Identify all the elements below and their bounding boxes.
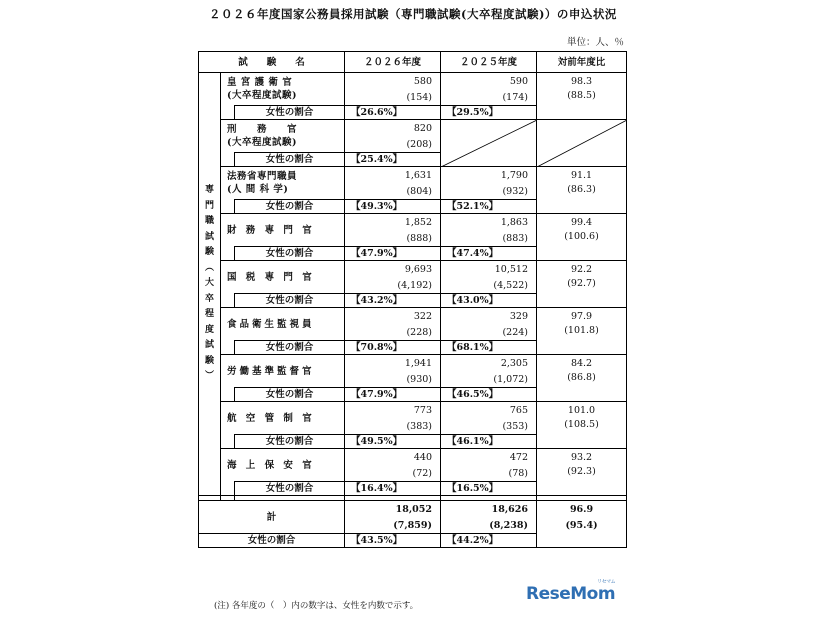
indent-spacer	[221, 247, 235, 261]
exam-name-line: 食品衛生監視員	[227, 318, 315, 330]
total-2026: 1,631	[345, 167, 441, 184]
exam-name	[221, 402, 345, 435]
total-label: 計	[199, 501, 345, 534]
logo-text: ReseMom	[526, 584, 616, 604]
total-2025: 472	[441, 449, 537, 466]
exam-name-line: (人 間 科 学)	[227, 184, 289, 195]
side-label	[199, 73, 221, 496]
ratio-female: (100.6)	[537, 230, 627, 261]
female-label: 女性の割合	[235, 388, 345, 402]
indent-spacer	[221, 294, 235, 308]
total-2026: 440	[345, 449, 441, 466]
ratio-total: 84.2	[537, 355, 627, 372]
total-2026: 9,693	[345, 261, 441, 278]
female-label: 女性の割合	[235, 294, 345, 308]
pct-2026: 【43.2%】	[345, 294, 441, 308]
total-2026: 773	[345, 402, 441, 419]
indent-spacer	[221, 482, 235, 496]
female-2025: (8,238)	[441, 517, 537, 534]
pct-2025: 【68.1%】	[441, 341, 537, 355]
total-2025: 329	[441, 308, 537, 325]
unit-label: 単位：人、％	[566, 37, 624, 48]
pct-2026: 【49.5%】	[345, 435, 441, 449]
ratio-total: 97.9	[537, 308, 627, 325]
side-char: 門	[204, 200, 214, 211]
exam-row	[199, 449, 627, 466]
page-title: ２０２６年度国家公務員採用試験（専門職試験(大卒程度試験)）の申込状況	[209, 7, 617, 21]
total-2025: 1,863	[441, 214, 537, 231]
exam-name-line: 航 空 管 制 官	[227, 412, 315, 424]
ratio-total: 92.2	[537, 261, 627, 278]
side-char: 大	[204, 278, 214, 289]
female-2025: (224)	[441, 324, 537, 341]
total-2026: 18,052	[345, 501, 441, 518]
side-char: ︶	[204, 371, 214, 382]
female-2026: (4,192)	[345, 277, 441, 294]
indent-spacer	[221, 388, 235, 402]
pct-2025: 【44.2%】	[441, 534, 537, 548]
ratio-female: (95.4)	[537, 517, 627, 534]
header-2026: ２０２６年度	[345, 52, 441, 73]
total-2026: 1,941	[345, 355, 441, 372]
pct-2026: 【70.8%】	[345, 341, 441, 355]
side-char: 職	[204, 216, 214, 227]
indent-spacer	[221, 200, 235, 214]
female-2026: (154)	[345, 89, 441, 106]
total-2026: 820	[345, 120, 441, 137]
total-pct-empty	[537, 534, 627, 548]
total-2025: 10,512	[441, 261, 537, 278]
total-2025: 2,305	[441, 355, 537, 372]
total-2025: 590	[441, 73, 537, 90]
header-ratio: 対前年度比	[537, 52, 627, 73]
pct-2026: 【16.4%】	[345, 482, 441, 496]
pct-2025: 【46.5%】	[441, 388, 537, 402]
header-2025: ２０２５年度	[441, 52, 537, 73]
pct-2025: 【47.4%】	[441, 247, 537, 261]
exam-name-line: (大卒程度試験)	[227, 137, 297, 148]
female-2026: (888)	[345, 230, 441, 247]
application-table	[198, 51, 627, 548]
exam-row	[199, 214, 627, 231]
ratio-female: (86.3)	[537, 183, 627, 214]
ratio-female: (86.8)	[537, 371, 627, 402]
exam-row	[199, 261, 627, 278]
female-2026: (208)	[345, 136, 441, 153]
indent-spacer	[221, 153, 235, 167]
footnote: (注) 各年度の（ ）内の数字は、女性を内数で示す。	[214, 601, 419, 611]
female-2025: (174)	[441, 89, 537, 106]
female-label: 女性の割合	[235, 153, 345, 167]
ratio-total: 96.9	[537, 501, 627, 518]
ratio-female: (108.5)	[537, 418, 627, 449]
exam-row	[199, 73, 627, 90]
side-char: 専	[204, 185, 214, 196]
ratio-total: 93.2	[537, 449, 627, 466]
pct-2026: 【25.4%】	[345, 153, 441, 167]
female-label: 女性の割合	[235, 247, 345, 261]
pct-2026: 【49.3%】	[345, 200, 441, 214]
exam-name	[221, 261, 345, 294]
ratio-total: 98.3	[537, 73, 627, 90]
female-2026: (228)	[345, 324, 441, 341]
pct-2026: 【43.5%】	[345, 534, 441, 548]
side-char: ︵	[204, 262, 214, 273]
ratio-total: 101.0	[537, 402, 627, 419]
side-char: 程	[204, 309, 214, 320]
ratio-female: (88.5)	[537, 89, 627, 120]
female-label: 女性の割合	[235, 106, 345, 120]
total-2026: 322	[345, 308, 441, 325]
ratio-female: (92.7)	[537, 277, 627, 308]
side-char: 験	[204, 355, 214, 366]
pct-2026: 【47.9%】	[345, 247, 441, 261]
ratio-total: 99.4	[537, 214, 627, 231]
side-char: 卒	[204, 293, 214, 304]
exam-row	[199, 120, 627, 137]
female-2025: (932)	[441, 183, 537, 200]
female-2026: (383)	[345, 418, 441, 435]
pct-2026: 【47.9%】	[345, 388, 441, 402]
side-char: 験	[204, 247, 214, 258]
ratio-female: (101.8)	[537, 324, 627, 355]
female-2025: (4,522)	[441, 277, 537, 294]
exam-name	[221, 167, 345, 200]
exam-row	[199, 308, 627, 325]
female-label: 女性の割合	[235, 435, 345, 449]
total-row	[199, 501, 627, 518]
female-label: 女性の割合	[235, 200, 345, 214]
female-2025: (78)	[441, 465, 537, 482]
exam-name	[221, 355, 345, 388]
total-2025: 18,626	[441, 501, 537, 518]
pct-2026: 【26.6%】	[345, 106, 441, 120]
exam-name	[221, 214, 345, 247]
exam-name-line: 財 務 専 門 官	[227, 224, 315, 236]
exam-row	[199, 167, 627, 184]
indent-spacer	[221, 341, 235, 355]
exam-name-line: 刑 務 官	[227, 124, 298, 135]
pct-2025: 【52.1%】	[441, 200, 537, 214]
pct-2025: 【43.0%】	[441, 294, 537, 308]
pct-2025: 【46.1%】	[441, 435, 537, 449]
female-2025: (353)	[441, 418, 537, 435]
total-female-label: 女性の割合	[199, 534, 345, 548]
empty-ratio	[537, 120, 627, 167]
female-label: 女性の割合	[235, 482, 345, 496]
ratio-female: (92.3)	[537, 465, 627, 496]
pct-2025: 【29.5%】	[441, 106, 537, 120]
female-2026: (7,859)	[345, 517, 441, 534]
exam-name	[221, 120, 345, 153]
pct-2025: 【16.5%】	[441, 482, 537, 496]
female-2025: (1,072)	[441, 371, 537, 388]
resemom-logo	[526, 579, 616, 604]
female-2026: (930)	[345, 371, 441, 388]
header-exam: 試 験 名	[199, 52, 345, 73]
empty-2025	[441, 120, 537, 167]
exam-row	[199, 402, 627, 419]
exam-name-line: 労働基準監督官	[227, 365, 315, 377]
exam-name-line: 国 税 専 門 官	[227, 271, 315, 283]
exam-name	[221, 73, 345, 106]
exam-name-line: 海 上 保 安 官	[227, 459, 315, 471]
header-row	[199, 52, 627, 73]
female-2025: (883)	[441, 230, 537, 247]
total-2025: 1,790	[441, 167, 537, 184]
exam-name-line: (大卒程度試験)	[227, 90, 297, 101]
total-2026: 1,852	[345, 214, 441, 231]
female-2026: (804)	[345, 183, 441, 200]
side-char: 度	[204, 324, 214, 335]
female-label: 女性の割合	[235, 341, 345, 355]
female-2026: (72)	[345, 465, 441, 482]
logo-kana: リセマム	[597, 579, 616, 585]
total-2025: 765	[441, 402, 537, 419]
exam-name-line: 法務省専門職員	[227, 171, 298, 182]
ratio-total: 91.1	[537, 167, 627, 184]
total-pct-row	[199, 534, 627, 548]
exam-name	[221, 449, 345, 482]
side-char: 試	[204, 231, 214, 242]
total-2026: 580	[345, 73, 441, 90]
exam-row	[199, 355, 627, 372]
exam-name	[221, 308, 345, 341]
indent-spacer	[221, 435, 235, 449]
indent-spacer	[221, 106, 235, 120]
side-char: 試	[204, 340, 214, 351]
exam-name-line: 皇 宮 護 衛 官	[227, 77, 293, 88]
